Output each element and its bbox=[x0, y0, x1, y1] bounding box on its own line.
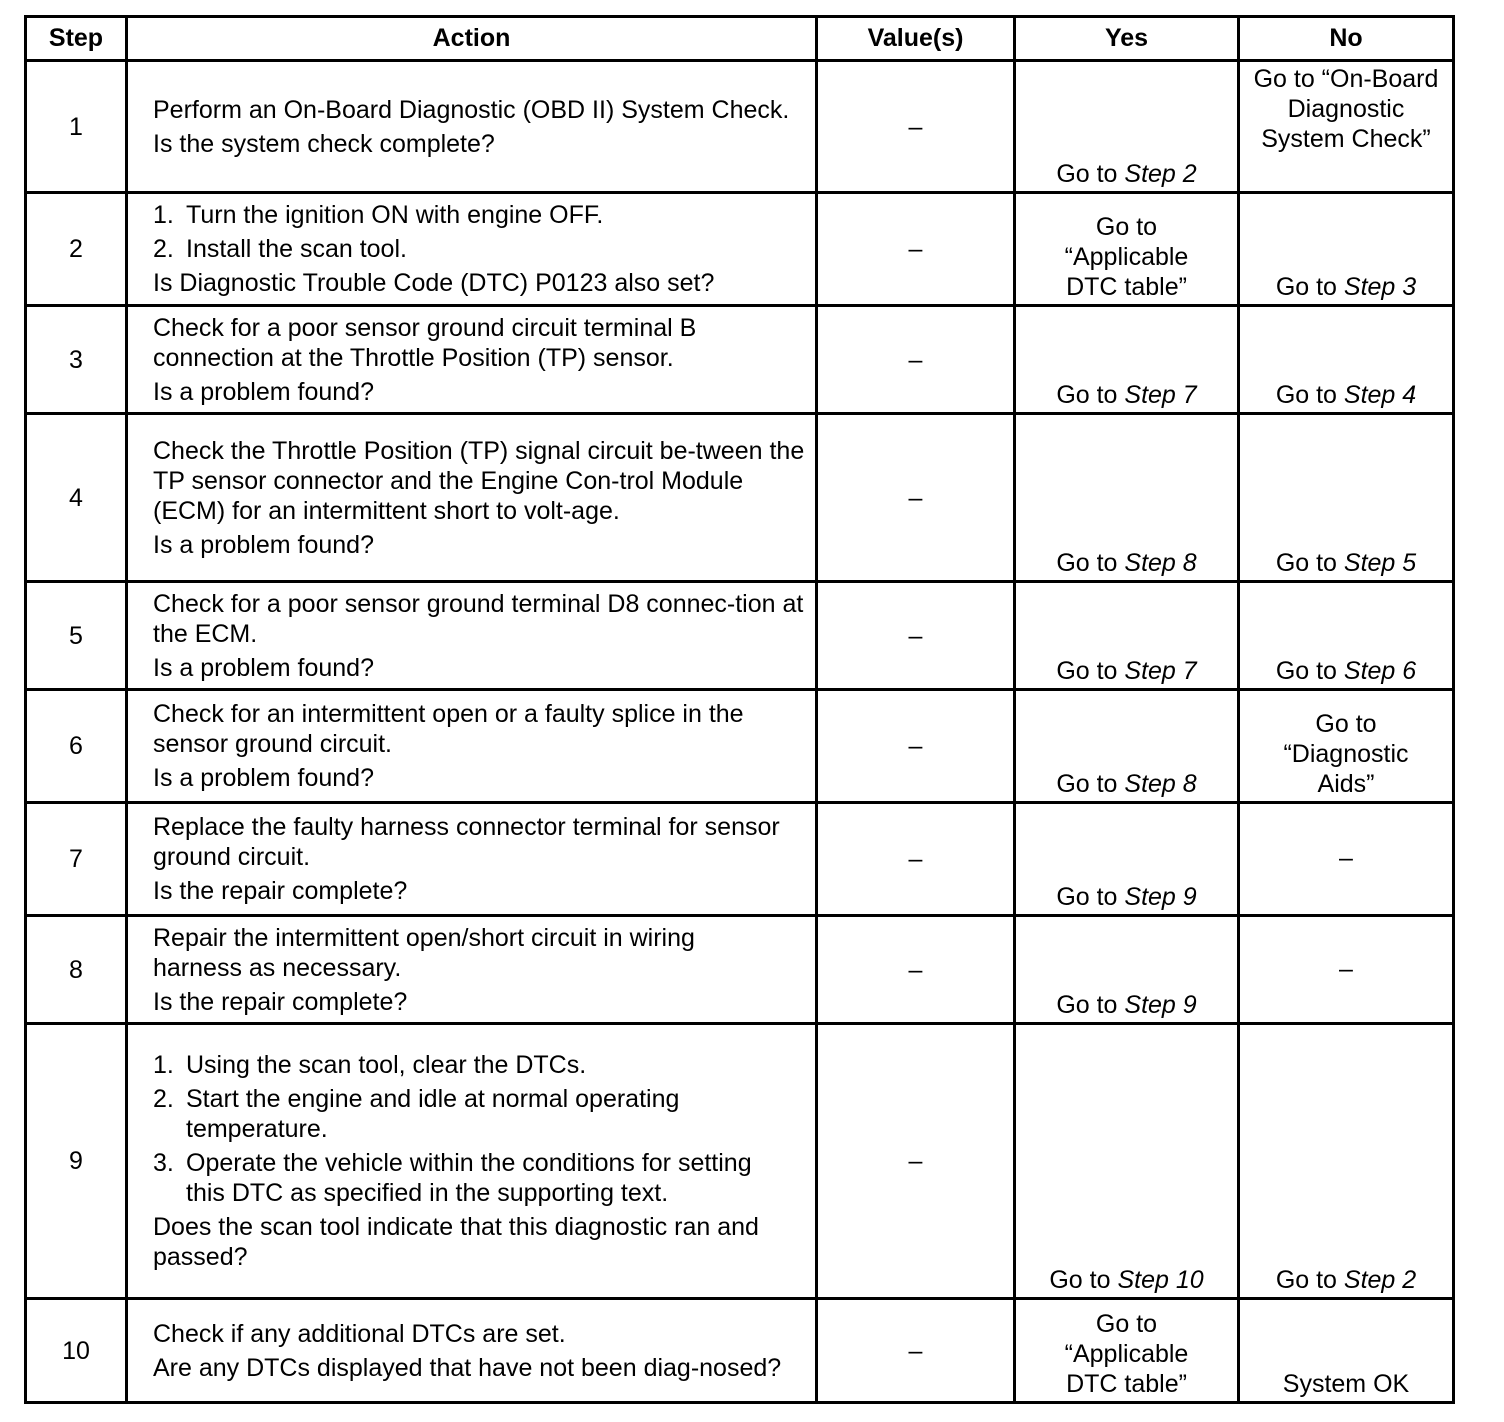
step-number: 3 bbox=[26, 306, 127, 414]
action-question: Are any DTCs displayed that have not been diag-nosed? bbox=[153, 1353, 782, 1382]
action-list-item: 2. Start the engine and idle at normal operating temperature. bbox=[153, 1085, 680, 1143]
action-question: Is a problem found? bbox=[153, 530, 374, 559]
yes-cell: Go to Step 8 bbox=[1015, 414, 1239, 582]
action-list-item: 1. Turn the ignition ON with engine OFF. bbox=[153, 201, 604, 229]
action-list-item: 3. Operate the vehicle within the conditions for setting this DTC as specified in the supporting text. bbox=[153, 1149, 752, 1207]
no-cell: Go to Step 5 bbox=[1239, 414, 1454, 582]
table-row bbox=[26, 916, 1454, 1024]
header-values: Value(s) bbox=[817, 17, 1015, 61]
action-text: Perform an On-Board Diagnostic (OBD II) System Check. bbox=[153, 95, 790, 124]
value-cell: – bbox=[817, 1024, 1015, 1299]
no-cell: – bbox=[1239, 803, 1454, 916]
no-cell: Go to Step 3 bbox=[1239, 193, 1454, 306]
action-cell bbox=[127, 582, 817, 690]
step-number: 6 bbox=[26, 690, 127, 803]
no-cell: – bbox=[1239, 916, 1454, 1024]
action-list-item: 2. Install the scan tool. bbox=[153, 235, 407, 263]
yes-cell: Go to “Applicable DTC table” bbox=[1015, 193, 1239, 306]
step-number: 9 bbox=[26, 1024, 127, 1299]
yes-cell: Go to Step 9 bbox=[1015, 916, 1239, 1024]
action-cell bbox=[127, 916, 817, 1024]
yes-cell: Go to Step 10 bbox=[1015, 1024, 1239, 1299]
table-row bbox=[26, 193, 1454, 306]
no-cell: Go to “Diagnostic Aids” bbox=[1239, 690, 1454, 803]
table-row bbox=[26, 690, 1454, 803]
action-question: Is the system check complete? bbox=[153, 129, 495, 158]
action-question: Is a problem found? bbox=[153, 377, 374, 406]
no-cell: System OK bbox=[1239, 1299, 1454, 1403]
value-cell: – bbox=[817, 61, 1015, 193]
yes-cell: Go to “Applicable DTC table” bbox=[1015, 1299, 1239, 1403]
action-text: Replace the faulty harness connector terminal for sensor ground circuit. bbox=[153, 813, 780, 871]
action-list bbox=[153, 200, 801, 264]
step-number: 5 bbox=[26, 582, 127, 690]
step-number: 7 bbox=[26, 803, 127, 916]
action-text: Repair the intermittent open/short circuit in wiring harness as necessary. bbox=[153, 923, 695, 982]
action-question: Is the repair complete? bbox=[153, 877, 408, 905]
no-cell: Go to Step 2 bbox=[1239, 1024, 1454, 1299]
action-cell bbox=[127, 193, 817, 306]
table-row bbox=[26, 803, 1454, 916]
table-row bbox=[26, 1299, 1454, 1403]
value-cell: – bbox=[817, 1299, 1015, 1403]
header-action: Action bbox=[127, 17, 817, 61]
action-text: Check the Throttle Position (TP) signal circuit be-tween the TP sensor connector and the Engine Con-trol Module (ECM) for an intermittent short to volt-age. bbox=[153, 436, 805, 525]
yes-cell: Go to Step 9 bbox=[1015, 803, 1239, 916]
action-question: Is a problem found? bbox=[153, 653, 374, 682]
yes-cell: Go to Step 7 bbox=[1015, 582, 1239, 690]
action-cell bbox=[127, 414, 817, 582]
action-question: Is the repair complete? bbox=[153, 987, 408, 1016]
header-row bbox=[26, 17, 1454, 61]
table-row bbox=[26, 1024, 1454, 1299]
action-cell bbox=[127, 306, 817, 414]
step-number: 1 bbox=[26, 61, 127, 193]
value-cell: – bbox=[817, 803, 1015, 916]
header-step: Step bbox=[26, 17, 127, 61]
table-row bbox=[26, 414, 1454, 582]
value-cell: – bbox=[817, 916, 1015, 1024]
no-cell: Go to Step 6 bbox=[1239, 582, 1454, 690]
step-number: 10 bbox=[26, 1299, 127, 1403]
step-number: 4 bbox=[26, 414, 127, 582]
action-text: Check for an intermittent open or a faulty splice in the sensor ground circuit. bbox=[153, 700, 744, 758]
value-cell: – bbox=[817, 414, 1015, 582]
table-row bbox=[26, 582, 1454, 690]
action-question: Is Diagnostic Trouble Code (DTC) P0123 also set? bbox=[153, 269, 715, 297]
action-question: Does the scan tool indicate that this diagnostic ran and passed? bbox=[153, 1213, 759, 1271]
table-row bbox=[26, 306, 1454, 414]
yes-cell: Go to Step 8 bbox=[1015, 690, 1239, 803]
header-no: No bbox=[1239, 17, 1454, 61]
value-cell: – bbox=[817, 306, 1015, 414]
action-text: Check if any additional DTCs are set. bbox=[153, 1319, 566, 1348]
step-number: 2 bbox=[26, 193, 127, 306]
action-cell bbox=[127, 803, 817, 916]
step-number: 8 bbox=[26, 916, 127, 1024]
yes-cell: Go to Step 7 bbox=[1015, 306, 1239, 414]
table-row bbox=[26, 61, 1454, 193]
value-cell: – bbox=[817, 690, 1015, 803]
action-cell bbox=[127, 1024, 817, 1299]
no-cell: Go to Step 4 bbox=[1239, 306, 1454, 414]
action-cell bbox=[127, 1299, 817, 1403]
value-cell: – bbox=[817, 193, 1015, 306]
action-question: Is a problem found? bbox=[153, 764, 374, 792]
no-cell: Go to “On-Board Diagnostic System Check” bbox=[1239, 61, 1454, 193]
value-cell: – bbox=[817, 582, 1015, 690]
action-text: Check for a poor sensor ground terminal D8 connec-tion at the ECM. bbox=[153, 589, 804, 648]
action-cell bbox=[127, 690, 817, 803]
action-list-item: 1. Using the scan tool, clear the DTCs. bbox=[153, 1051, 587, 1079]
diagnostic-table bbox=[24, 15, 1455, 1404]
action-cell bbox=[127, 61, 817, 193]
action-text: Check for a poor sensor ground circuit terminal B connection at the Throttle Position (TP) sensor. bbox=[153, 313, 697, 372]
yes-cell: Go to Step 2 bbox=[1015, 61, 1239, 193]
header-yes: Yes bbox=[1015, 17, 1239, 61]
action-list bbox=[153, 1050, 801, 1208]
